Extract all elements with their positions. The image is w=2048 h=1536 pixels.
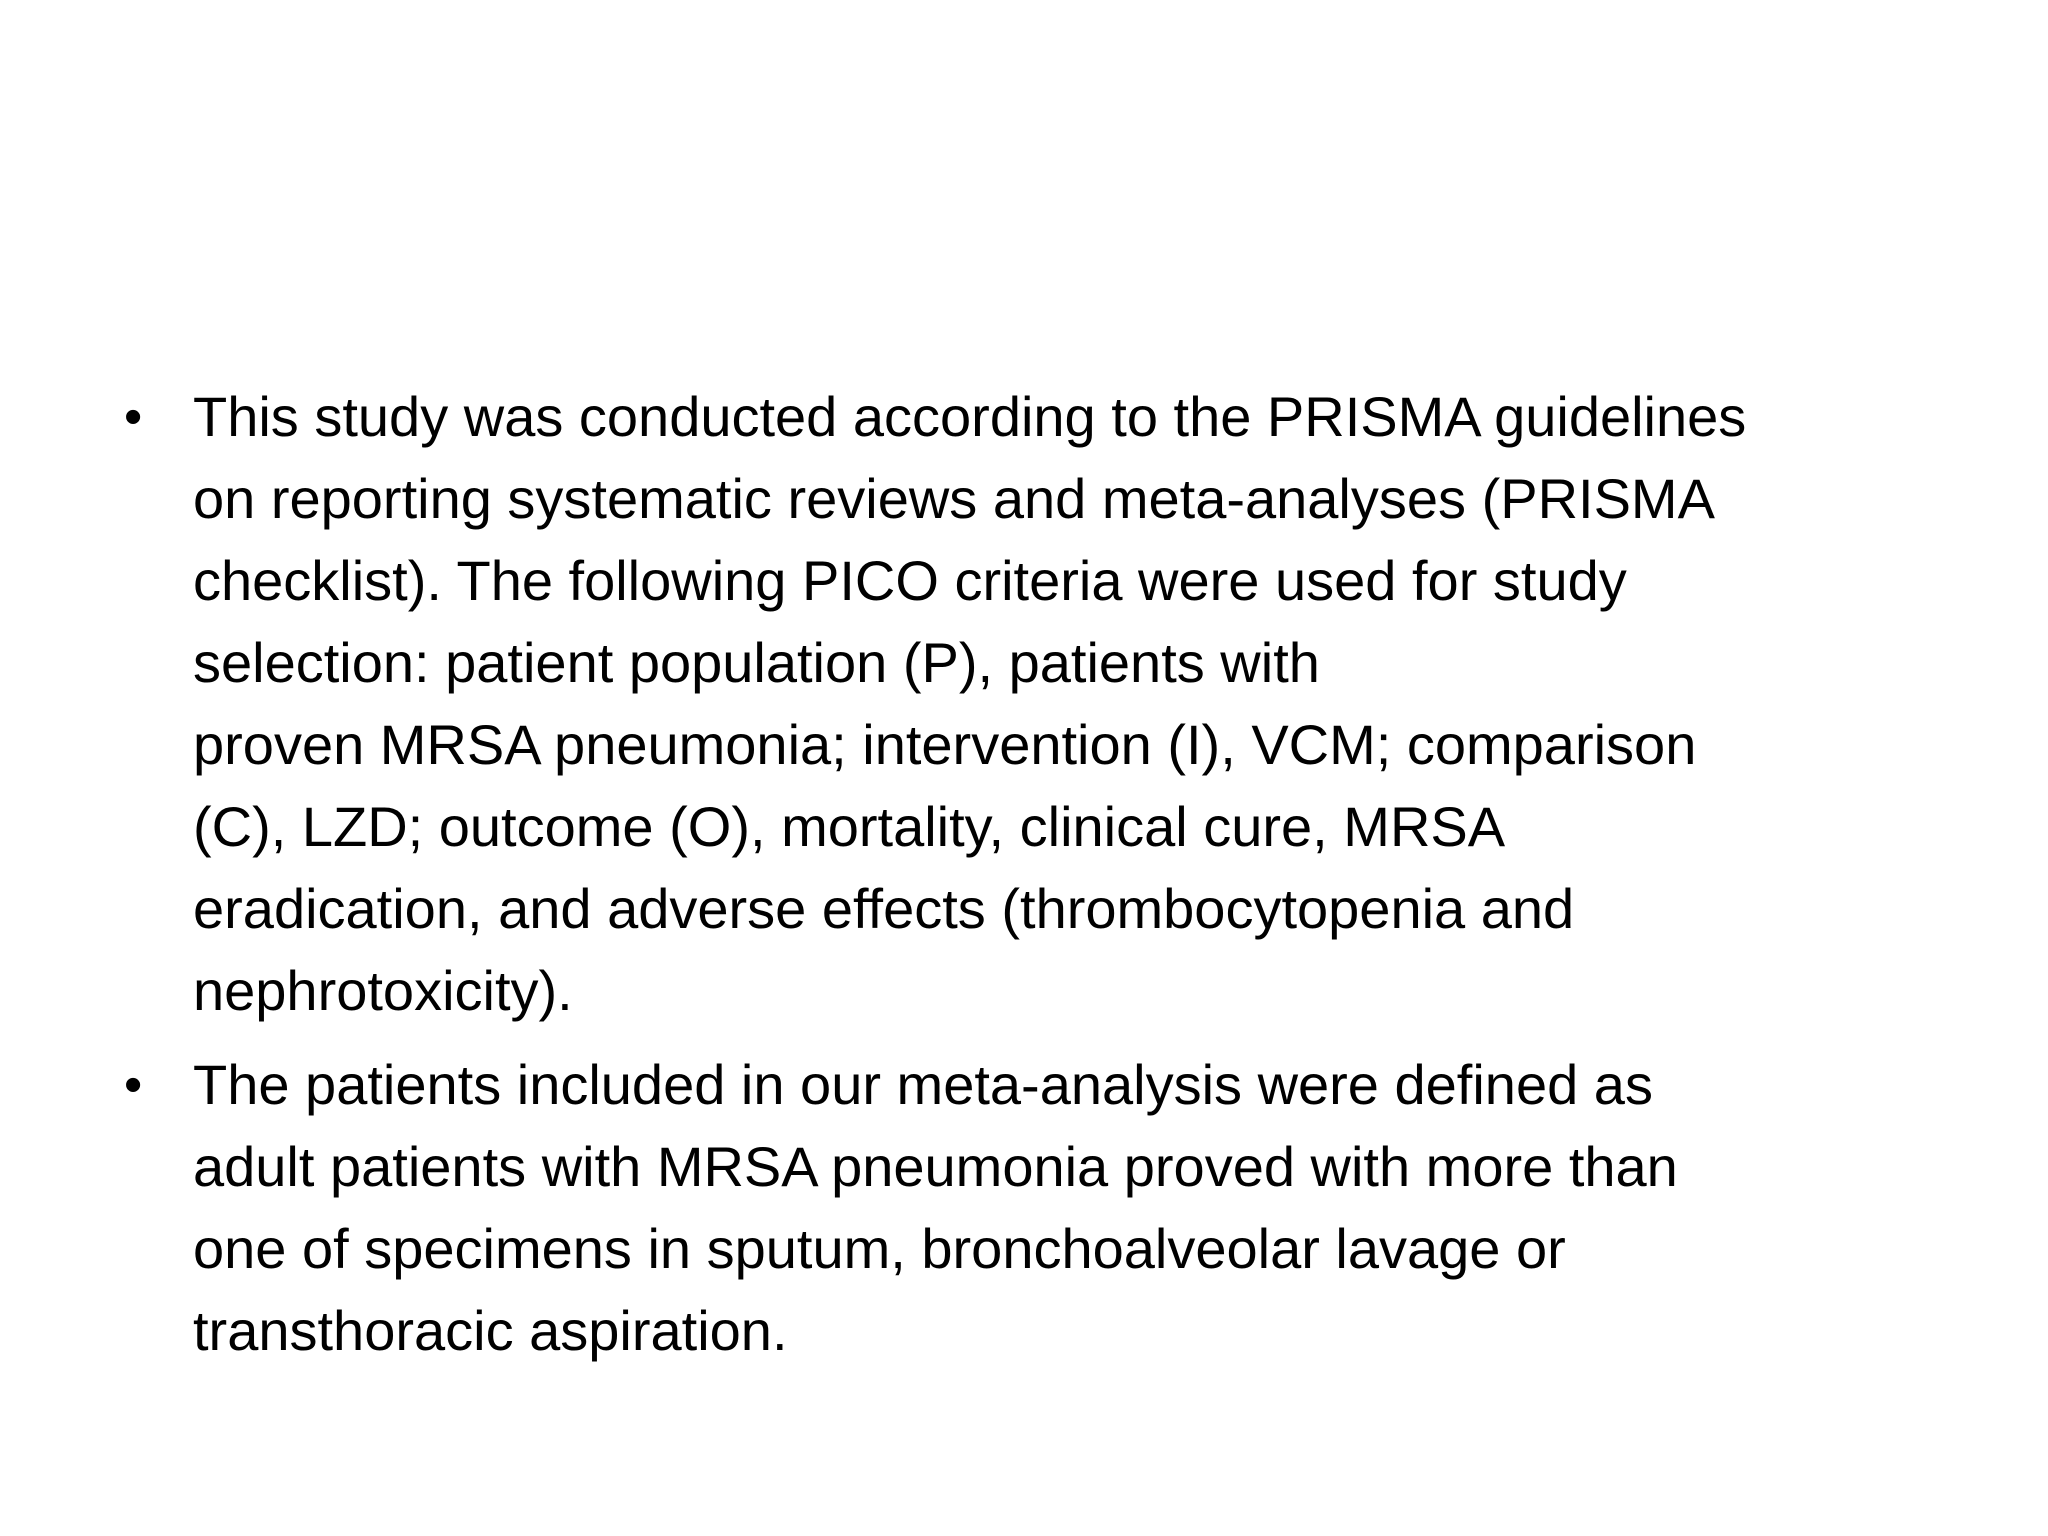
bullet-2-line-3: one of specimens in sputum, bronchoalveolar lavage or bbox=[193, 1217, 1566, 1280]
bullet-2-line-2: adult patients with MRSA pneumonia proved with more than bbox=[193, 1135, 1678, 1198]
bullet-1-line-6: (C), LZD; outcome (O), mortality, clinical cure, MRSA bbox=[193, 795, 1506, 858]
bullet-1-line-3: checklist). The following PICO criteria were used for study bbox=[193, 549, 1627, 612]
bullet-2-line-1: The patients included in our meta-analysis were defined as bbox=[193, 1053, 1653, 1116]
bullet-2-line-4: transthoracic aspiration. bbox=[193, 1299, 788, 1362]
bullet-1-line-8: nephrotoxicity). bbox=[193, 959, 573, 1022]
bullet-1-line-2: on reporting systematic reviews and meta-analyses (PRISMA bbox=[193, 467, 1715, 530]
bullet-list bbox=[124, 376, 1924, 1384]
bullet-1-line-4: selection: patient population (P), patients with bbox=[193, 631, 1320, 694]
bullet-dot-icon: • bbox=[124, 1056, 143, 1114]
bullet-1-line-7: eradication, and adverse effects (thrombocytopenia and bbox=[193, 877, 1575, 940]
bullet-item-1 bbox=[124, 376, 1924, 1032]
bullet-item-2 bbox=[124, 1044, 1924, 1372]
bullet-1-line-1: This study was conducted according to the PRISMA guidelines bbox=[193, 385, 1747, 448]
bullet-1-line-5: proven MRSA pneumonia; intervention (I), VCM; comparison bbox=[193, 713, 1697, 776]
bullet-dot-icon: • bbox=[124, 388, 143, 446]
